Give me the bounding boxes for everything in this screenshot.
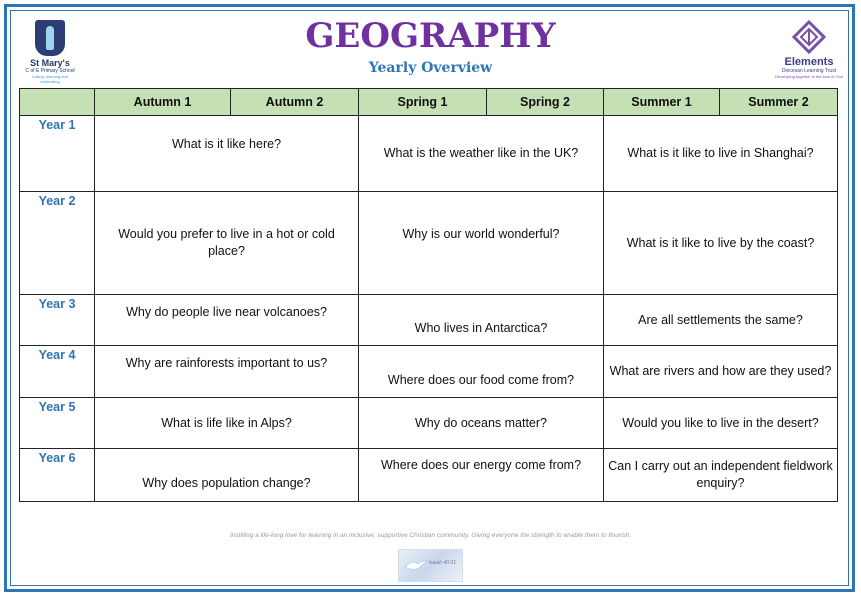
- table-row: [20, 346, 838, 398]
- term-header-row: [20, 89, 838, 116]
- term-header-summer-1: Summer 1: [604, 89, 720, 116]
- school-subtitle: C of E Primary School: [25, 68, 75, 74]
- autumn-topic: What is it like here?: [95, 116, 359, 192]
- year-label: Year 3: [20, 295, 95, 346]
- year-label: Year 2: [20, 192, 95, 295]
- summer-topic: Would you like to live in the desert?: [604, 398, 838, 449]
- table-row: [20, 192, 838, 295]
- spring-topic: Where does our food come from?: [359, 346, 604, 398]
- header-corner-cell: [20, 89, 95, 116]
- summer-topic: Can I carry out an independent fieldwork enquiry?: [604, 449, 838, 502]
- summer-topic: What are rivers and how are they used?: [604, 346, 838, 398]
- table-row: [20, 295, 838, 346]
- spring-topic: Why is our world wonderful?: [359, 192, 604, 295]
- trust-subtitle: Diocesan Learning Trust: [781, 68, 837, 74]
- yearly-overview-table: [19, 88, 838, 502]
- spring-topic: Why do oceans matter?: [359, 398, 604, 449]
- table-row: [20, 116, 838, 192]
- page-title: GEOGRAPHY: [305, 16, 556, 56]
- trust-name: Elements: [784, 56, 834, 68]
- year-label: Year 5: [20, 398, 95, 449]
- summer-topic: What is it like to live by the coast?: [604, 192, 838, 295]
- year-label: Year 6: [20, 449, 95, 502]
- term-header-autumn-2: Autumn 2: [231, 89, 359, 116]
- spring-topic: What is the weather like in the UK?: [359, 116, 604, 192]
- term-header-spring-2: Spring 2: [487, 89, 604, 116]
- term-header-spring-1: Spring 1: [359, 89, 487, 116]
- year-label: Year 1: [20, 116, 95, 192]
- page-subtitle: Yearly Overview: [368, 60, 493, 76]
- elements-logo: [774, 20, 844, 80]
- autumn-topic: What is life like in Alps?: [95, 398, 359, 449]
- spring-topic: Where does our energy come from?: [359, 449, 604, 502]
- table-row: [20, 449, 838, 502]
- school-motto: Loving, learning and celebrating: [31, 74, 69, 84]
- autumn-topic: Why are rainforests important to us?: [95, 346, 359, 398]
- autumn-topic: Would you prefer to live in a hot or cold place?: [95, 192, 359, 295]
- footer-verse-image: [398, 549, 463, 582]
- trust-tagline: Developing together in the love of God: [774, 74, 844, 79]
- autumn-topic: Why does population change?: [95, 449, 359, 502]
- term-header-summer-2: Summer 2: [720, 89, 838, 116]
- term-header-autumn-1: Autumn 1: [95, 89, 231, 116]
- spring-topic: Who lives in Antarctica?: [359, 295, 604, 346]
- footer-mission-statement: Instilling a life-long love for learning in an inclusive, supportive Christian community. Giving everyone the strength to enable them to flourish.: [229, 532, 632, 539]
- summer-topic: What is it like to live in Shanghai?: [604, 116, 838, 192]
- table-row: [20, 398, 838, 449]
- elements-diamond-icon: [792, 20, 826, 54]
- autumn-topic: Why do people live near volcanoes?: [95, 295, 359, 346]
- school-name: St Mary's: [30, 58, 70, 68]
- summer-topic: Are all settlements the same?: [604, 295, 838, 346]
- bird-icon: [404, 558, 428, 572]
- footer-verse-reference: Isaiah 40:31: [428, 560, 456, 566]
- year-label: Year 4: [20, 346, 95, 398]
